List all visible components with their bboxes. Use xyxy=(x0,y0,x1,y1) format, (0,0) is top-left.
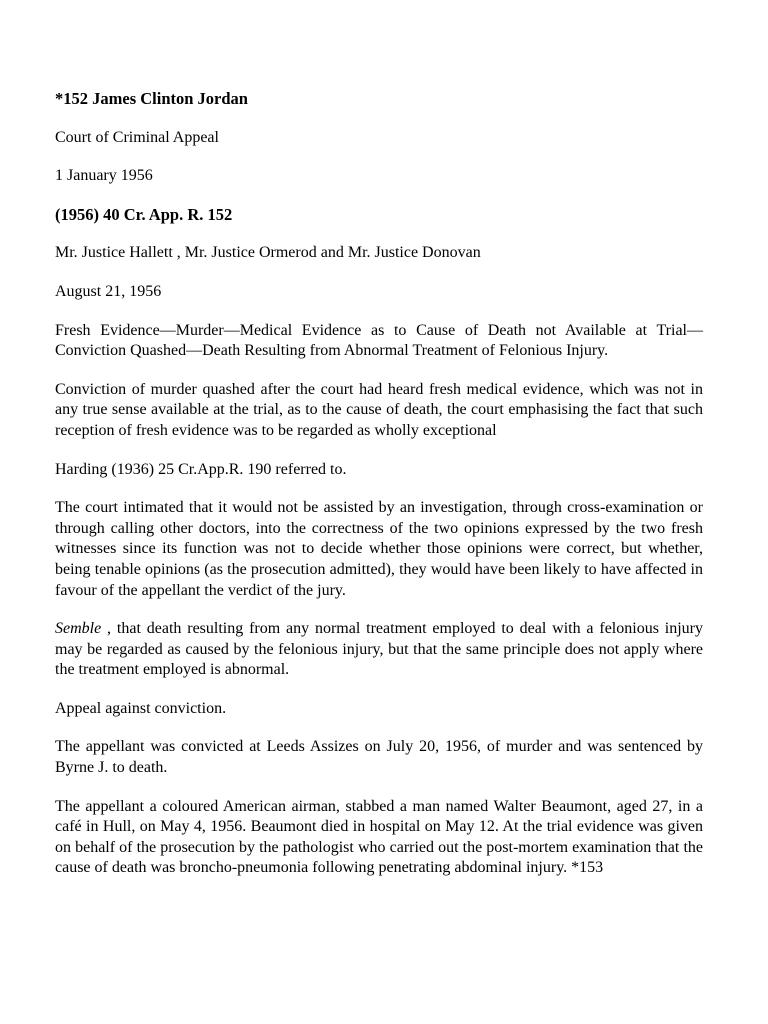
court-name: Court of Criminal Appeal xyxy=(55,128,219,146)
intimation-paragraph: The court intimated that it would not be assisted by an investigation, through cross-examination or through calling other doctors, into the correctness of the two opinions expressed by the two fresh witnesses since its function was not to decide whether those opinions were correct, but whether, being tenable opinions (as the prosecution admitted), they would have been likely to have affected in favour of the appellant the verdict of the jury. xyxy=(55,499,703,599)
case-citation: (1956) 40 Cr. App. R. 152 xyxy=(55,204,233,224)
semble-text: , that death resulting from any normal treatment employed to deal with a felonious injury may be regarded as caused by the felonious injury, but that the same principle does not apply where the treatment employed is abnormal. xyxy=(55,620,703,679)
semble-paragraph xyxy=(55,619,703,681)
conviction-paragraph: The appellant was convicted at Leeds Assizes on July 20, 1956, of murder and was sentenced by Byrne J. to death. xyxy=(55,738,703,777)
referred-to-paragraph: Harding (1936) 25 Cr.App.R. 190 referred to. xyxy=(55,460,347,478)
keywords-paragraph: Fresh Evidence—Murder—Medical Evidence as to Cause of Death not Available at Trial—Conviction Quashed—Death Resulting from Abnormal Treatment of Felonious Injury. xyxy=(55,321,703,360)
hearing-date: August 21, 1956 xyxy=(55,282,162,300)
facts-paragraph: The appellant a coloured American airman, stabbed a man named Walter Beaumont, aged 27, in a café in Hull, on May 4, 1956. Beaumont died in hospital on May 12. At the trial evidence was given on behalf of the prosecution by the pathologist who carried out the post-mortem examination that the cause of death was broncho-pneumonia following penetrating abdominal injury. *153 xyxy=(55,797,703,877)
case-title: *152 James Clinton Jordan xyxy=(55,89,248,108)
headnote-paragraph: Conviction of murder quashed after the court had heard fresh medical evidence, which was not in any true sense available at the trial, as to the cause of death, the court emphasising the fact that such reception of fresh evidence was to be regarded as wholly exceptional xyxy=(55,380,703,439)
semble-word: Semble xyxy=(55,620,102,638)
case-date: 1 January 1956 xyxy=(55,167,153,185)
appeal-paragraph: Appeal against conviction. xyxy=(55,699,227,717)
document-page xyxy=(55,89,703,879)
judges-line: Mr. Justice Hallett , Mr. Justice Ormerod and Mr. Justice Donovan xyxy=(55,244,481,262)
